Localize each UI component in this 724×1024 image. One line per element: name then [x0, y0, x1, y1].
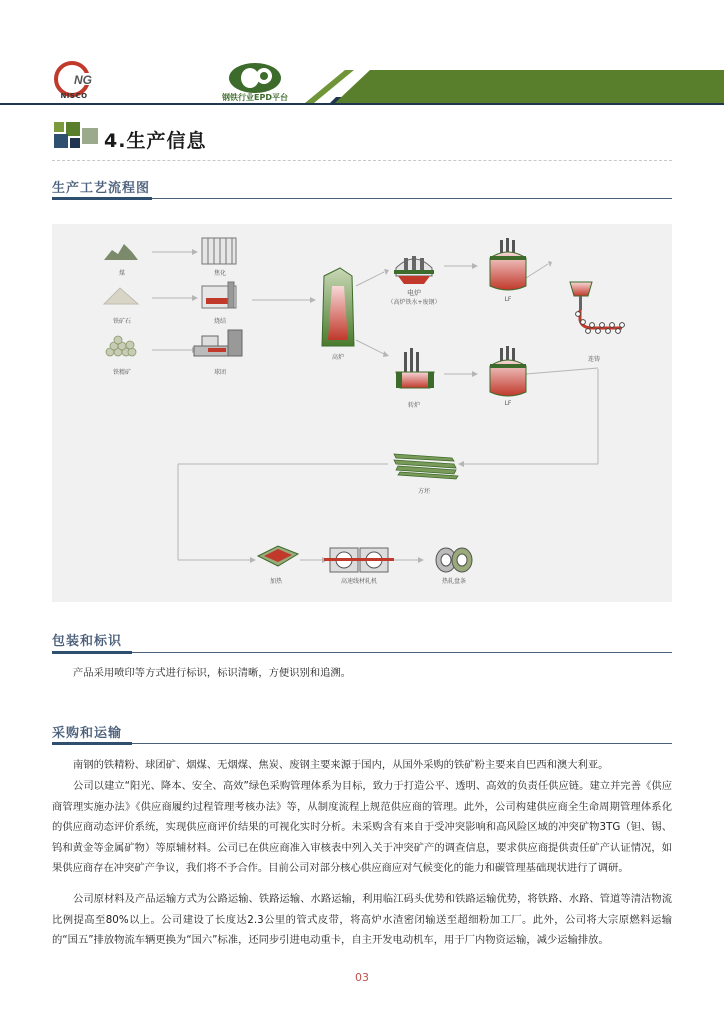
label-casting: 连铸 [587, 356, 600, 363]
process-heading: 生产工艺流程图 [52, 181, 151, 196]
heading-accent [52, 651, 132, 654]
packaging-text: 产品采用喷印等方式进行标识，标识清晰，方便识别和追溯。 [73, 667, 352, 679]
procurement-paragraph-2: 公司以建立“阳光、降本、安全、高效”绿色采购管理体系为目标，致力于打造公平、透明、高效的负责任供应链。建立并完善《供应商管理实施办法》《供应商履约过程管理考核办法》等，从制度流程上规范供应商的管理。此外，公司构建供应商全生命周期管理体系化的供应商动态评价系统，实现供应商评价结果的可视化实时分析。未采购含有来自于受冲突影响和高风险区域的冲突矿物3TG（钽、锡、钨和黄金等金属矿物）等原辅材料。公司已在供应商准入审核表中列入关于冲突矿产的调查信息，要求供应商提供责任矿产认证情况，如果供应商存在冲突矿产争议，我们将不予合作。目前公司对部分核心供应商应对气候变化的能力和碳管理基础现状进行了调研。 [52, 780, 672, 874]
label-electric-furnace-note: （高炉铁水+废钢） [387, 299, 441, 306]
epd-logo-text: 钢铁行业EPD平台 [222, 93, 288, 102]
procurement-paragraph-3: 公司原材料及产品运输方式为公路运输、铁路运输、水路运输，利用临江码头优势和铁路运输优势，将铁路、水路、管道等清洁物流比例提高至80%以上。公司建设了长度达2.3公里的管式皮带，将高炉水渣密闭输送至超细粉加工厂。此外，公司将大宗原燃料运输的“国五”排放物流车辆更换为“国六”标准，还同步引进电动重卡，自主开发电动机车，用于厂内物资运输，减少运输排放。 [52, 893, 672, 946]
label-lf-1: LF [504, 296, 512, 303]
label-coal: 煤 [118, 270, 125, 277]
label-coking: 焦化 [213, 270, 226, 277]
packaging-heading: 包装和标识 [52, 634, 123, 649]
divider [52, 160, 672, 161]
label-sintering: 烧结 [213, 318, 226, 325]
process-flow-diagram [52, 224, 672, 602]
procurement-paragraph-1: 南钢的铁精粉、球团矿、烟煤、无烟煤、焦炭、废钢主要来源于国内，从国外采购的铁矿粉主要来自巴西和澳大利亚。 [73, 759, 609, 771]
nisco-logo-text: NISCO [60, 92, 88, 100]
page-title: 4.生产信息 [104, 130, 207, 152]
label-converter: 转炉 [407, 402, 420, 409]
page-number: 03 [355, 971, 369, 984]
label-wire-coil: 热轧盘条 [441, 578, 466, 585]
flow-graphics [52, 224, 672, 602]
label-iron-concentrate: 铁精矿 [112, 369, 131, 376]
label-rolling-mill: 高速线材轧机 [340, 578, 377, 585]
svg-text:NG: NG [74, 73, 92, 87]
heading-accent [52, 742, 132, 745]
header-banner [0, 0, 724, 110]
label-heating: 加热 [269, 578, 282, 585]
label-iron-ore: 铁矿石 [112, 318, 131, 325]
procurement-heading: 采购和运输 [52, 726, 123, 741]
label-blast-furnace: 高炉 [331, 354, 344, 361]
heading-accent [52, 197, 152, 200]
heading-underline [52, 743, 672, 744]
label-pellet: 球团 [213, 369, 226, 376]
heading-underline [52, 652, 672, 653]
label-electric-furnace: 电炉 [407, 289, 421, 297]
label-lf-2: LF [504, 400, 512, 407]
label-billet: 方坯 [417, 488, 430, 495]
